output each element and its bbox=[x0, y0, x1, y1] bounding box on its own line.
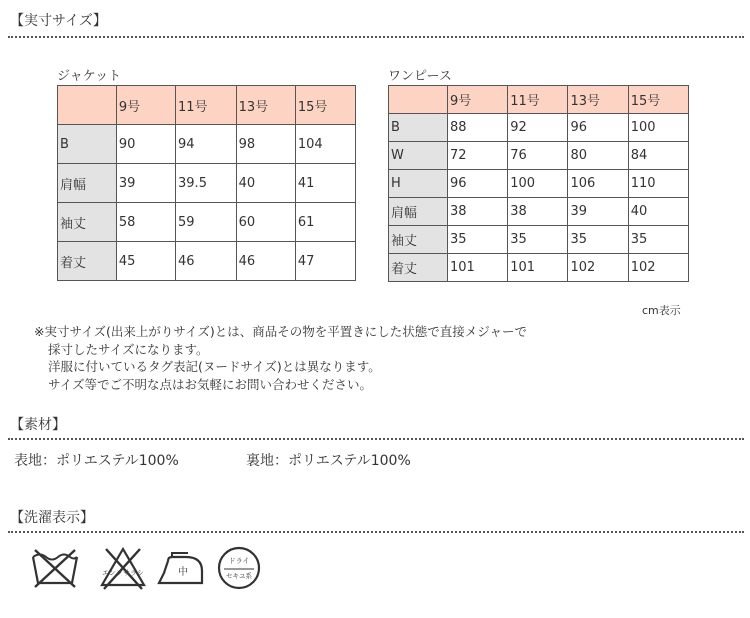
table-cell: 80 bbox=[568, 142, 628, 170]
row-header: 着丈 bbox=[389, 254, 448, 282]
table-row bbox=[389, 226, 689, 254]
table-cell: 58 bbox=[116, 203, 175, 242]
table-cell: 47 bbox=[295, 242, 355, 281]
note-line: ※実寸サイズ(出来上がりサイズ)とは、商品その物を平置きにした状態で直接メジャーで bbox=[34, 324, 527, 339]
table-row bbox=[58, 125, 356, 164]
table-cell: 100 bbox=[508, 170, 568, 198]
column-header: 15号 bbox=[295, 86, 355, 125]
table-cell: 46 bbox=[176, 242, 237, 281]
row-header: 袖丈 bbox=[389, 226, 448, 254]
table-cell: 90 bbox=[116, 125, 175, 164]
onepiece-caption: ワンピース bbox=[388, 69, 452, 84]
table-cell: 38 bbox=[508, 198, 568, 226]
column-header: 9号 bbox=[447, 86, 507, 114]
jacket-caption: ジャケット bbox=[57, 69, 122, 84]
table-cell: 88 bbox=[447, 114, 507, 142]
column-header: 11号 bbox=[176, 86, 237, 125]
icon-label: エンソサラシ bbox=[102, 569, 144, 577]
table-cell: 94 bbox=[176, 125, 237, 164]
table-header-row bbox=[389, 86, 689, 114]
no-bleach-icon bbox=[98, 545, 148, 591]
row-header: 肩幅 bbox=[58, 164, 117, 203]
table-cell: 35 bbox=[447, 226, 507, 254]
column-header: 15号 bbox=[628, 86, 688, 114]
column-header: 13号 bbox=[568, 86, 628, 114]
material-section-title: 【素材】 bbox=[10, 417, 66, 433]
table-cell: 39 bbox=[568, 198, 628, 226]
row-header: 袖丈 bbox=[58, 203, 117, 242]
table-cell: 101 bbox=[508, 254, 568, 282]
table-cell: 39 bbox=[116, 164, 175, 203]
table-cell: 46 bbox=[236, 242, 295, 281]
table-cell: 60 bbox=[236, 203, 295, 242]
size-section-title: 【実寸サイズ】 bbox=[10, 13, 107, 29]
table-cell: 59 bbox=[176, 203, 237, 242]
table-row bbox=[389, 142, 689, 170]
table-cell: 41 bbox=[295, 164, 355, 203]
table-cell: 110 bbox=[628, 170, 688, 198]
table-cell: 98 bbox=[236, 125, 295, 164]
table-cell: 39.5 bbox=[176, 164, 237, 203]
icon-label: セキユ系 bbox=[226, 572, 252, 580]
table-corner-cell bbox=[389, 86, 448, 114]
column-header: 13号 bbox=[236, 86, 295, 125]
icon-label: ドライ bbox=[228, 557, 250, 565]
care-section-title: 【洗濯表示】 bbox=[10, 510, 94, 526]
table-cell: 84 bbox=[628, 142, 688, 170]
size-notes bbox=[34, 323, 527, 393]
table-cell: 101 bbox=[447, 254, 507, 282]
iron-medium-icon bbox=[156, 545, 206, 591]
row-header: 着丈 bbox=[58, 242, 117, 281]
row-header: B bbox=[389, 114, 448, 142]
table-cell: 104 bbox=[295, 125, 355, 164]
note-line: 洋服に付いているタグ表記(ヌードサイズ)とは異なります。 bbox=[48, 359, 381, 374]
row-header: B bbox=[58, 125, 117, 164]
table-cell: 92 bbox=[508, 114, 568, 142]
row-header: W bbox=[389, 142, 448, 170]
table-row bbox=[389, 198, 689, 226]
table-cell: 106 bbox=[568, 170, 628, 198]
table-cell: 38 bbox=[447, 198, 507, 226]
table-cell: 96 bbox=[447, 170, 507, 198]
row-header: H bbox=[389, 170, 448, 198]
table-row bbox=[58, 203, 356, 242]
table-row bbox=[58, 242, 356, 281]
table-cell: 61 bbox=[295, 203, 355, 242]
table-row bbox=[58, 164, 356, 203]
table-cell: 96 bbox=[568, 114, 628, 142]
dry-clean-petroleum-icon bbox=[214, 545, 264, 591]
table-cell: 35 bbox=[568, 226, 628, 254]
table-corner-cell bbox=[58, 86, 117, 125]
table-cell: 76 bbox=[508, 142, 568, 170]
table-row bbox=[389, 254, 689, 282]
unit-note: cm表示 bbox=[642, 304, 681, 317]
material-lining: 裏地：ポリエステル100% bbox=[246, 453, 411, 469]
column-header: 11号 bbox=[508, 86, 568, 114]
table-cell: 40 bbox=[236, 164, 295, 203]
divider bbox=[8, 438, 744, 440]
table-cell: 35 bbox=[628, 226, 688, 254]
note-line: サイズ等でご不明な点はお気軽にお問い合わせください。 bbox=[48, 376, 373, 392]
divider bbox=[8, 36, 744, 38]
table-cell: 100 bbox=[628, 114, 688, 142]
table-cell: 102 bbox=[628, 254, 688, 282]
row-header: 肩幅 bbox=[389, 198, 448, 226]
table-cell: 40 bbox=[628, 198, 688, 226]
onepiece-size-table bbox=[388, 85, 689, 282]
jacket-size-table bbox=[57, 85, 356, 281]
note-line: 採寸したサイズになります。 bbox=[48, 341, 209, 357]
divider bbox=[8, 531, 744, 533]
column-header: 9号 bbox=[116, 86, 175, 125]
no-wash-icon bbox=[30, 545, 80, 591]
table-row bbox=[389, 114, 689, 142]
icon-label: 中 bbox=[178, 567, 188, 578]
table-header-row bbox=[58, 86, 356, 125]
table-cell: 35 bbox=[508, 226, 568, 254]
material-outer: 表地：ポリエステル100% bbox=[14, 453, 179, 469]
table-cell: 72 bbox=[447, 142, 507, 170]
table-cell: 102 bbox=[568, 254, 628, 282]
table-row bbox=[389, 170, 689, 198]
table-cell: 45 bbox=[116, 242, 175, 281]
